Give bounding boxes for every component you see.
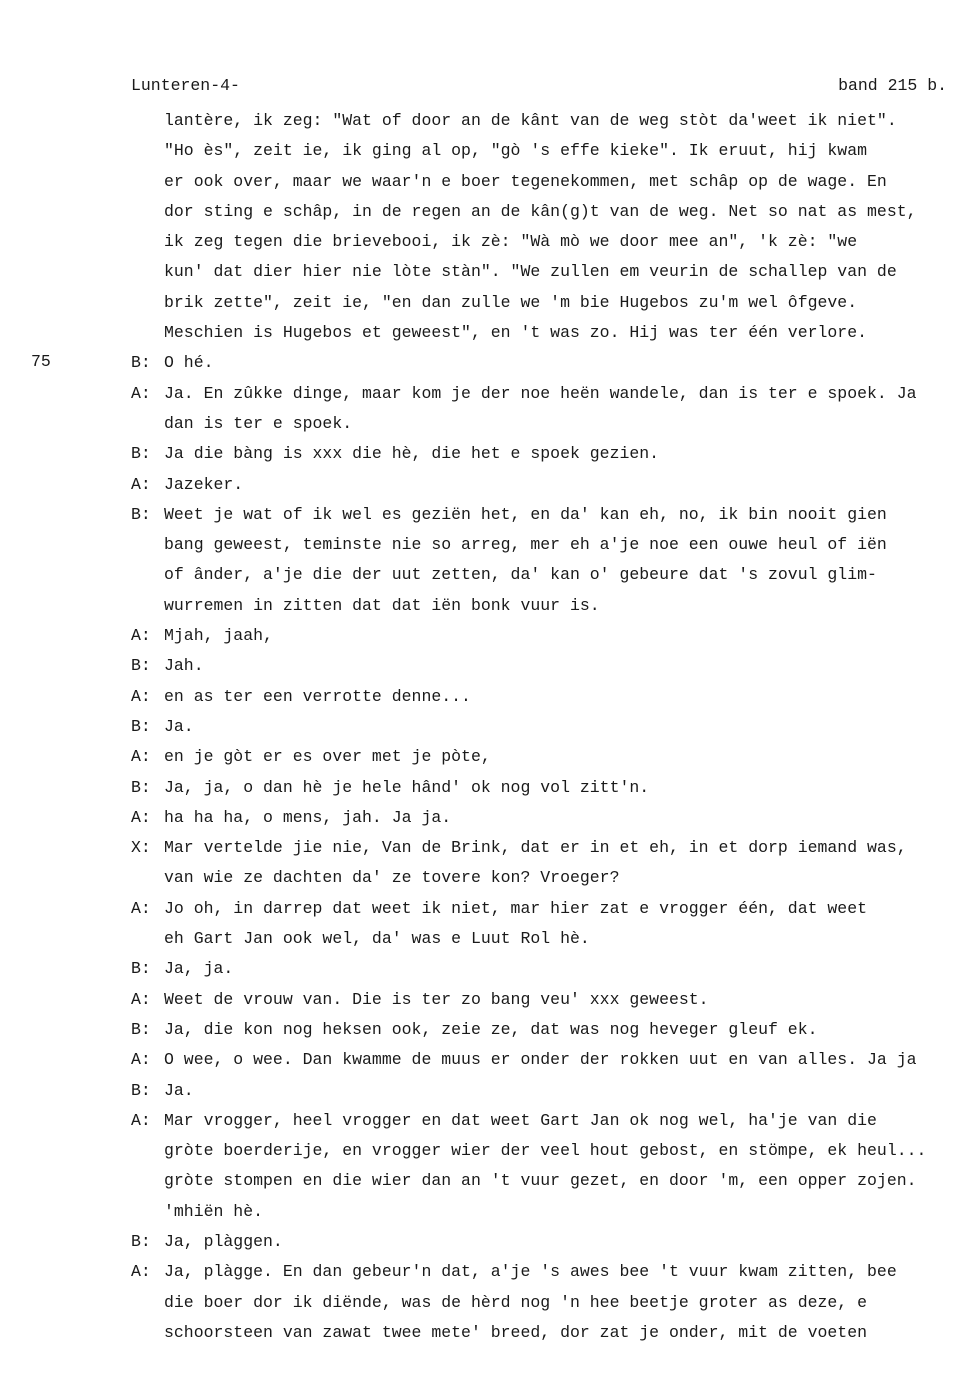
speaker-label: A: — [131, 747, 151, 767]
transcript-line — [0, 167, 973, 197]
line-text: Ja, ja. — [164, 959, 234, 979]
speaker-label: A: — [131, 807, 151, 827]
speaker-label: B: — [131, 777, 151, 797]
transcript-line — [0, 651, 973, 681]
line-text: lantère, ik zeg: "Wat of door an de kânt van de weg stòt da'weet ik niet". — [164, 111, 897, 130]
line-text: Jo oh, in darrep dat weet ik niet, mar hier zat e vrogger één, dat weet — [164, 898, 868, 918]
speaker-label: X: — [131, 838, 151, 858]
line-text: Meschien is Hugebos et geweest", en 't was zo. Hij was ter één verlore. — [164, 323, 868, 343]
transcript-line — [0, 621, 973, 651]
line-text: die boer dor ik diënde, was de hèrd nog 'n hee beetje groter as deze, e — [164, 1292, 868, 1312]
speaker-label: B: — [131, 1019, 151, 1039]
speaker-label: A: — [131, 474, 151, 494]
transcript-line — [0, 136, 973, 166]
transcript-line — [0, 106, 973, 136]
line-text: ik zeg tegen die brievebooi, ik zè: "Wà mò we door mee an", 'k zè: "we — [164, 232, 858, 252]
line-text: dan is ter e spoek. — [164, 413, 353, 433]
transcript-line — [0, 1288, 973, 1318]
transcript-line — [0, 863, 973, 893]
speaker-label: A: — [131, 383, 151, 403]
transcript-line — [0, 288, 973, 318]
line-text: en as ter een verrotte denne... — [164, 686, 471, 706]
line-text: Ja. — [164, 1080, 194, 1100]
transcript-line — [0, 1106, 973, 1136]
transcript-line — [0, 985, 973, 1015]
line-text: en je gòt er es over met je pòte, — [164, 747, 491, 767]
line-text: Mar vertelde jie nie, Van de Brink, dat er in et eh, in et dorp iemand was, — [164, 838, 907, 858]
transcript-line — [0, 530, 973, 560]
line-text: "Ho ès", zeit ie, ik ging al op, "gò 's effe kieke". Ik eruut, hij kwam — [164, 141, 868, 161]
line-text: O hé. — [164, 353, 214, 373]
line-text: Mjah, jaah, — [164, 626, 273, 646]
line-text: brik zette", zeit ie, "en dan zulle we 'm bie Hugebos zu'm wel ôfgeve. — [164, 292, 858, 312]
line-text: Ja. En zûkke dinge, maar kom je der noe heën wandele, dan is ter e spoek. Ja — [164, 383, 917, 403]
line-text: Jah. — [164, 656, 204, 676]
speaker-label: A: — [131, 1050, 151, 1070]
speaker-label: B: — [131, 1231, 151, 1251]
line-text: 'mhiën hè. — [164, 1201, 264, 1221]
transcript-line — [0, 954, 973, 984]
transcript-line — [0, 833, 973, 863]
line-text: Ja, ja, o dan hè je hele hând' ok nog vol zitt'n. — [164, 777, 650, 797]
line-text: Ja, plàgge. En dan gebeur'n dat, a'je 's awes bee 't vuur kwam zitten, bee — [164, 1262, 897, 1282]
speaker-label: A: — [131, 1110, 151, 1130]
line-text: dor sting e schâp, in de regen an de kân(g)t van de weg. Net so nat as mest, — [164, 201, 917, 221]
line-text: kun' dat dier hier nie lòte stàn". "We zullen em veurin de schallep van de — [164, 262, 897, 282]
transcript-line — [0, 1076, 973, 1106]
transcript-lines — [0, 106, 973, 1348]
transcript-line — [0, 348, 973, 378]
line-text: wurremen in zitten dat dat iën bonk vuur is. — [164, 595, 600, 615]
line-text: gròte boerderije, en vrogger wier der veel hout gebost, en stömpe, ek heul... — [164, 1141, 927, 1161]
line-text: Weet je wat of ik wel es geziën het, en da' kan eh, no, ik bin nooit gien — [164, 504, 887, 524]
line-text: Weet de vrouw van. Die is ter zo bang veu' xxx geweest. — [164, 989, 709, 1009]
transcript-line — [0, 773, 973, 803]
transcript-line — [0, 1136, 973, 1166]
transcript-line — [0, 470, 973, 500]
speaker-label: B: — [131, 716, 151, 736]
line-text: gròte stompen en die wier dan an 't vuur gezet, en door 'm, een opper zojen. — [164, 1171, 917, 1191]
speaker-label: A: — [131, 898, 151, 918]
line-text: eh Gart Jan ook wel, da' was e Luut Rol hè. — [164, 929, 590, 949]
transcript-line — [0, 1227, 973, 1257]
transcript-line — [0, 1318, 973, 1348]
transcript-line — [0, 1166, 973, 1196]
transcript-line — [0, 1257, 973, 1287]
transcript-line — [0, 742, 973, 772]
line-text: ha ha ha, o mens, jah. Ja ja. — [164, 807, 452, 827]
transcript-line — [0, 712, 973, 742]
speaker-label: B: — [131, 504, 151, 524]
header-left: Lunteren-4- — [131, 76, 240, 95]
line-text: Ja die bàng is xxx die hè, die het e spoek gezien. — [164, 444, 660, 464]
speaker-label: A: — [131, 1262, 151, 1282]
line-text: Jazeker. — [164, 474, 244, 494]
line-text: Ja. — [164, 716, 194, 736]
line-text: er ook over, maar we waar'n e boer tegenekommen, met schâp op de wage. En — [164, 171, 887, 191]
transcript-line — [0, 439, 973, 469]
line-text: van wie ze dachten da' ze tovere kon? Vroeger? — [164, 868, 620, 888]
margin-number: 75 — [31, 352, 51, 371]
speaker-label: A: — [131, 989, 151, 1009]
speaker-label: B: — [131, 353, 151, 373]
transcript-line — [0, 894, 973, 924]
speaker-label: B: — [131, 656, 151, 676]
header-right: band 215 b. — [838, 76, 947, 95]
transcript-line — [0, 379, 973, 409]
transcript-line — [0, 500, 973, 530]
transcript-line — [0, 1045, 973, 1075]
speaker-label: B: — [131, 1080, 151, 1100]
speaker-label: B: — [131, 444, 151, 464]
transcript-line — [0, 591, 973, 621]
line-text: Mar vrogger, heel vrogger en dat weet Gart Jan ok nog wel, ha'je van die — [164, 1110, 877, 1130]
transcript-line — [0, 318, 973, 348]
line-text: bang geweest, teminste nie so arreg, mer eh a'je noe een ouwe heul of iën — [164, 535, 887, 555]
transcript-line — [0, 257, 973, 287]
transcript-line — [0, 227, 973, 257]
speaker-label: B: — [131, 959, 151, 979]
speaker-label: A: — [131, 626, 151, 646]
transcript-line — [0, 803, 973, 833]
line-text: schoorsteen van zawat twee mete' breed, dor zat je onder, mit de voeten — [164, 1322, 868, 1342]
transcript-line — [0, 1015, 973, 1045]
line-text: Ja, plàggen. — [164, 1231, 283, 1251]
transcript-line — [0, 197, 973, 227]
transcript-line — [0, 682, 973, 712]
line-text: O wee, o wee. Dan kwamme de muus er onder der rokken uut en van alles. Ja ja — [164, 1050, 917, 1070]
speaker-label: A: — [131, 686, 151, 706]
transcript-line — [0, 560, 973, 590]
transcript-line — [0, 1197, 973, 1227]
transcript-line — [0, 924, 973, 954]
line-text: of ânder, a'je die der uut zetten, da' kan o' gebeure dat 's zovul glim- — [164, 565, 877, 585]
page-header — [131, 76, 961, 104]
transcript-line — [0, 409, 973, 439]
line-text: Ja, die kon nog heksen ook, zeie ze, dat was nog heveger gleuf ek. — [164, 1019, 818, 1039]
